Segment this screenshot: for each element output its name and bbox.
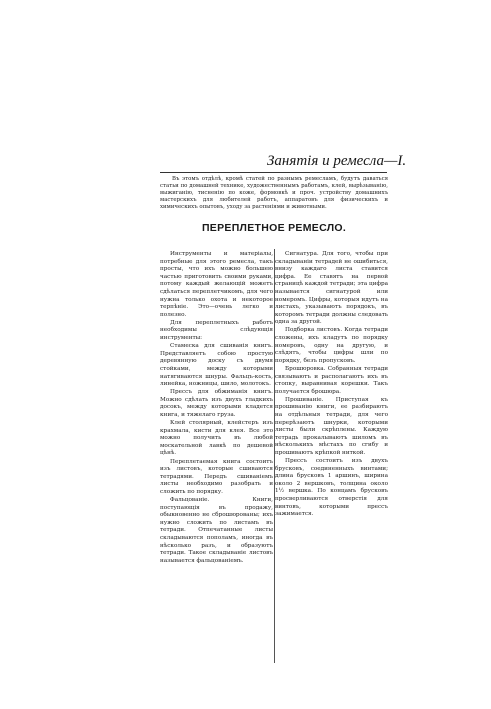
right-paragraph: Подборка листовъ. Когда тетради сложены, ихъ кладутъ по порядку номеровъ, одну на другую, и слѣдятъ, чтобы цифры шли по порядку, безъ пропусковъ. xyxy=(275,327,388,364)
right-paragraph: Брошюровка. Собранныя тетради связываютъ и располагаютъ ихъ въ стопку, выравнивая корешки. Такъ получается брошюра. xyxy=(275,365,388,395)
left-paragraph: Прессъ для обжиманія книгъ. Можно сдѣлать изъ двухъ гладкихъ досокъ, между которыми кладется книга, и тяжелаго груза. xyxy=(160,389,273,418)
right-paragraph: Прошиваніе. Приступая къ прошиванію книги, ее разбираютъ на отдѣльныя тетради, для чего перерѣзаютъ шнурки, которыми листы были скрѣплены. Каждую тетрадь прокалываютъ шиломъ въ нѣсколькихъ мѣстахъ по сгибу и прошиваютъ крѣпкой ниткой. xyxy=(275,396,388,456)
intro-paragraph: Въ этомъ отдѣлѣ, кромѣ статей по разнымъ ремесламъ, будутъ даваться статьи по домашней технике, художественнымъ работамъ, клей, вырѣзыванію, выжиганію, тисненію по коже, формовкѣ и проч. устройству домашнихъ мастерскихъ для любителей работъ, аппаратовъ для физическихъ и химическихъ опытовъ, уходу за растеніями и животными. xyxy=(160,176,388,211)
left-paragraph: Фальцованіе. Книги, поступающія въ продажу, обыкновенно не сброшюрованы; ихъ нужно сложить по листамъ въ тетради. Отпечатанные листы складываются пополамъ, иногда въ нѣсколько разъ, и образуютъ тетради. Такое складываніе листовъ называется фальцованіемъ. xyxy=(160,497,273,564)
left-paragraph: Инструменты и матеріалы, потребные для этого ремесла, такъ просты, что ихъ можно большею частью приготовить своими руками, потому каждый желающій можетъ сдѣлаться переплетчикомъ, для чего нужна только охота и некоторое терпѣніе. Это—очень легко и полезно. xyxy=(160,251,273,318)
left-paragraph: Клей столярный, клейстеръ изъ крахмала, кисти для клея. Все это можно получить въ любой москательной лавкѣ по дешевой цѣнѣ. xyxy=(160,420,273,457)
left-paragraph: Переплетаемая книга состоитъ изъ листовъ, которые сшиваются тетрадями. Передъ сшиваніемъ листы необходимо разобрать и сложить по порядку. xyxy=(160,458,273,495)
section-title: Занятія и ремесла—I. xyxy=(267,153,407,169)
article-title: ПЕРЕПЛЕТНОЕ РЕМЕСЛО. xyxy=(201,222,347,234)
right-paragraph: Прессъ состоитъ изъ двухъ брусковъ, соединенныхъ винтами; длина брусковъ 1 аршинъ, ширина около 2 вершковъ, толщина около 1½ вершка. По концамъ брусковъ просверливаются отверстія для винтовъ, которыми прессъ зажимается. xyxy=(275,458,388,518)
section-rule xyxy=(160,172,387,173)
right-column xyxy=(275,251,388,519)
left-column xyxy=(160,251,273,565)
left-paragraph: Стамеска для сшиванія книгъ. Представляетъ собою простую деревянную доску съ двумя стойками, между которыми натягиваются шнуры. Фальцъ-кость, линейка, ножницы, шило, молотокъ. xyxy=(160,343,273,388)
right-paragraph: Сигнатура. Для того, чтобы при складываніи тетрадей не ошибиться, внизу каждаго листа ставится цифра. Ее ставятъ на первой страницѣ каждой тетради; эта цифра называется сигнатурой или номеромъ. Цифры, которыя идутъ на листахъ, указываютъ порядокъ, въ которомъ тетради должны следовать одна за другой. xyxy=(275,251,388,326)
left-paragraph: Для переплетныхъ работъ необходимы слѣдующія инструменты: xyxy=(160,319,273,342)
